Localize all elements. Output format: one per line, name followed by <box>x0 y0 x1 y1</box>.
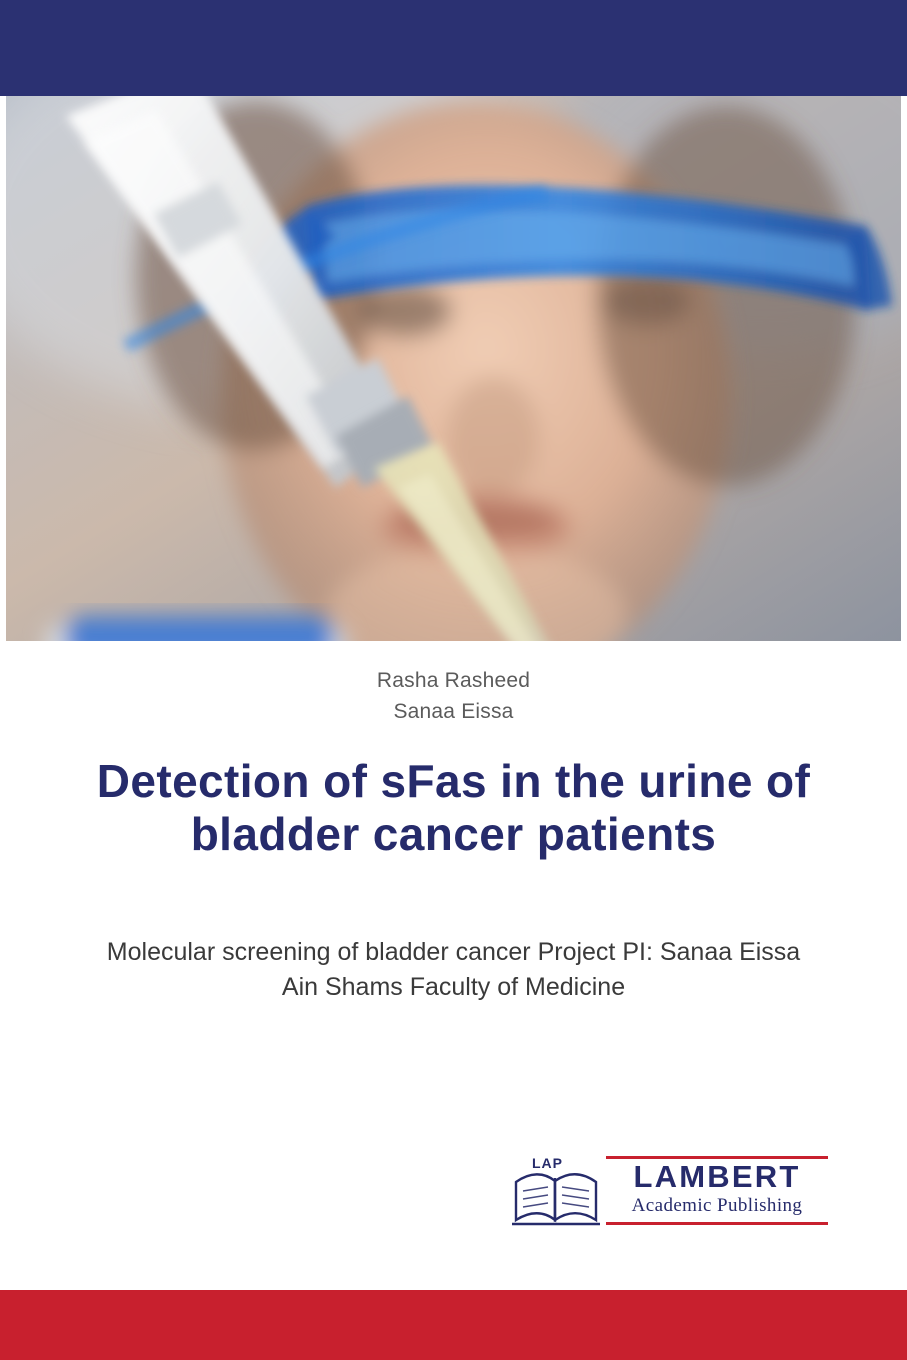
book-subtitle: Molecular screening of bladder cancer Project PI: Sanaa Eissa Ain Shams Faculty of Medicine <box>106 938 801 1001</box>
logo-rule-bottom <box>606 1222 828 1225</box>
open-book-icon <box>510 1154 602 1230</box>
svg-text:LAP: LAP <box>532 1155 563 1171</box>
bottom-color-band-inner <box>0 1290 907 1360</box>
publisher-tagline: Academic Publishing <box>631 1195 803 1216</box>
author-name-2: Sanaa Eissa <box>393 700 514 723</box>
cover-photo <box>6 96 901 641</box>
publisher-name: LAMBERT <box>633 1159 801 1194</box>
author-list <box>0 665 907 727</box>
publisher-logo <box>510 1148 830 1234</box>
book-title: Detection of sFas in the urine of bladder cancer patients <box>96 755 811 860</box>
author-name-1: Rasha Rasheed <box>376 669 531 692</box>
bottom-color-band <box>0 1290 907 1360</box>
top-color-band <box>0 0 907 96</box>
